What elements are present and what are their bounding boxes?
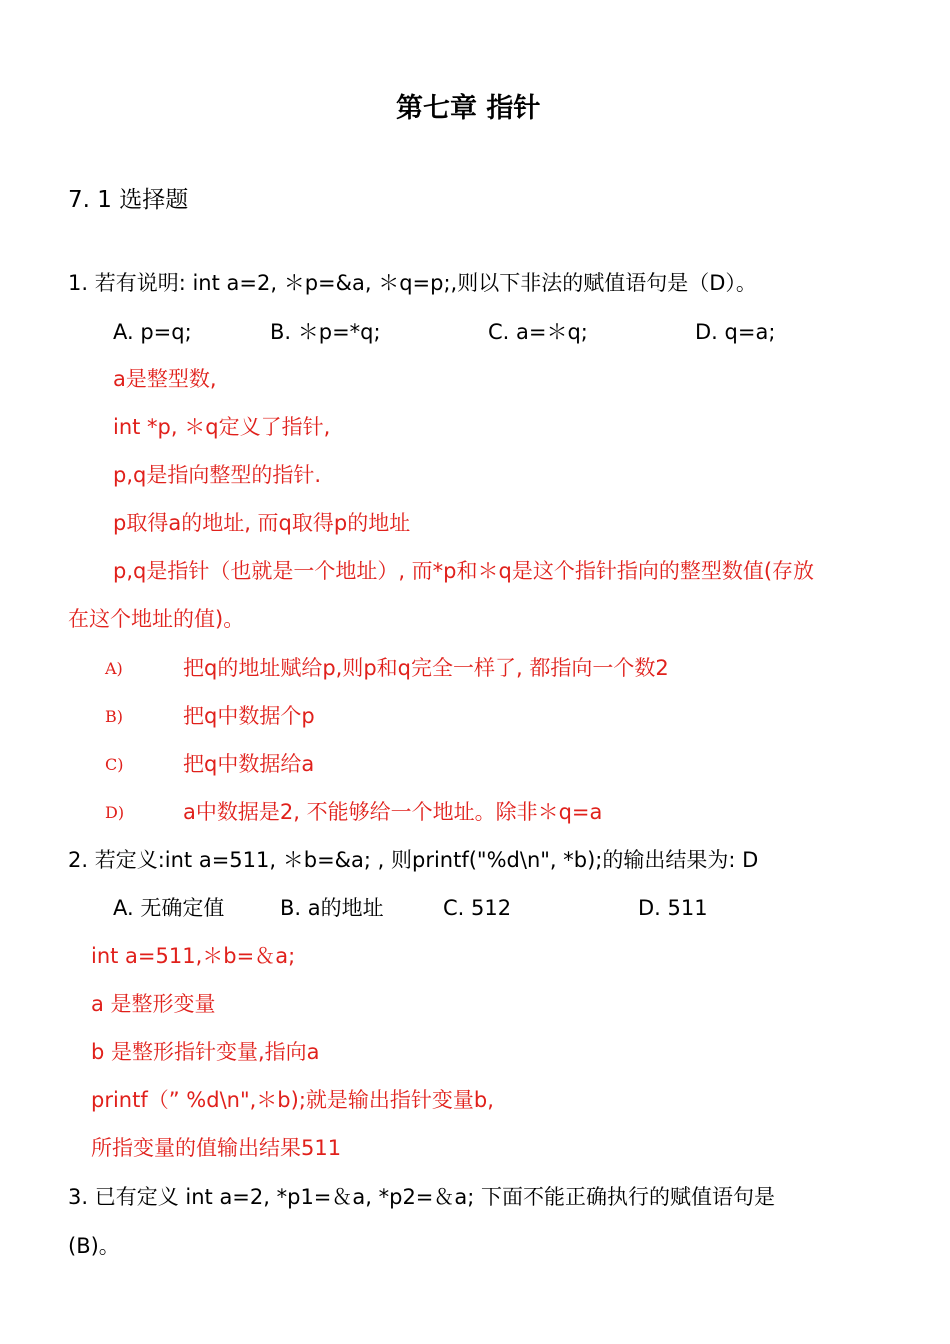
question-2-note: int a=511,＊b=＆a; [91, 944, 296, 968]
question-2-note: 所指变量的值输出结果511 [91, 1136, 342, 1160]
question-2-option-a: A. 无确定值 [113, 896, 225, 920]
section-title: 7. 1 选择题 [68, 187, 189, 213]
question-1-explain-text-b: 把q中数据个p [183, 704, 315, 728]
question-1-explain-label-b: B) [105, 707, 123, 726]
question-2-note: printf（” %d\n",＊b);就是输出指针变量b, [91, 1088, 494, 1112]
question-1-note: p,q是指针（也就是一个地址）, 而*p和＊q是这个指针指向的整型数值(存放 [113, 559, 815, 583]
question-1-option-a: A. p=q; [113, 320, 192, 344]
question-2-note: b 是整形指针变量,指向a [91, 1040, 320, 1064]
question-1-explain-label-c: C) [105, 755, 124, 774]
question-1-note: p,q是指向整型的指针. [113, 463, 322, 487]
question-1-note: int *p, ＊q定义了指针, [113, 415, 331, 439]
question-3-stem: 3. 已有定义 int a=2, *p1=＆a, *p2=＆a; 下面不能正确执行的赋值语句是 [68, 1185, 776, 1209]
question-1-note: p取得a的地址, 而q取得p的地址 [113, 511, 411, 535]
question-1-explain-label-d: D) [105, 803, 125, 822]
question-1-option-c: C. a=＊q; [488, 320, 588, 344]
question-3-stem-continued: (B)。 [68, 1234, 120, 1258]
question-1-note: 在这个地址的值)。 [68, 607, 245, 631]
question-2-option-c: C. 512 [443, 896, 512, 920]
question-1-note: a是整型数, [113, 367, 217, 391]
question-1-option-d: D. q=a; [695, 320, 776, 344]
question-2-option-d: D. 511 [638, 896, 708, 920]
question-2-stem: 2. 若定义:int a=511, ＊b=&a; , 则printf("%d\n", *b);的输出结果为: D [68, 848, 759, 872]
question-1-explain-label-a: A) [105, 659, 123, 678]
question-1-stem: 1. 若有说明: int a=2, ＊p=&a, ＊q=p;,则以下非法的赋值语句是（D）。 [68, 271, 757, 295]
question-1-explain-text-c: 把q中数据给a [183, 752, 315, 776]
question-1-explain-text-a: 把q的地址赋给p,则p和q完全一样了, 都指向一个数2 [183, 656, 669, 680]
question-2-option-b: B. a的地址 [280, 896, 384, 920]
question-2-note: a 是整形变量 [91, 992, 216, 1016]
question-1-option-b: B. ＊p=*q; [270, 320, 381, 344]
chapter-title: 第七章 指针 [396, 93, 541, 124]
question-1-explain-text-d: a中数据是2, 不能够给一个地址。除非＊q=a [183, 800, 603, 824]
